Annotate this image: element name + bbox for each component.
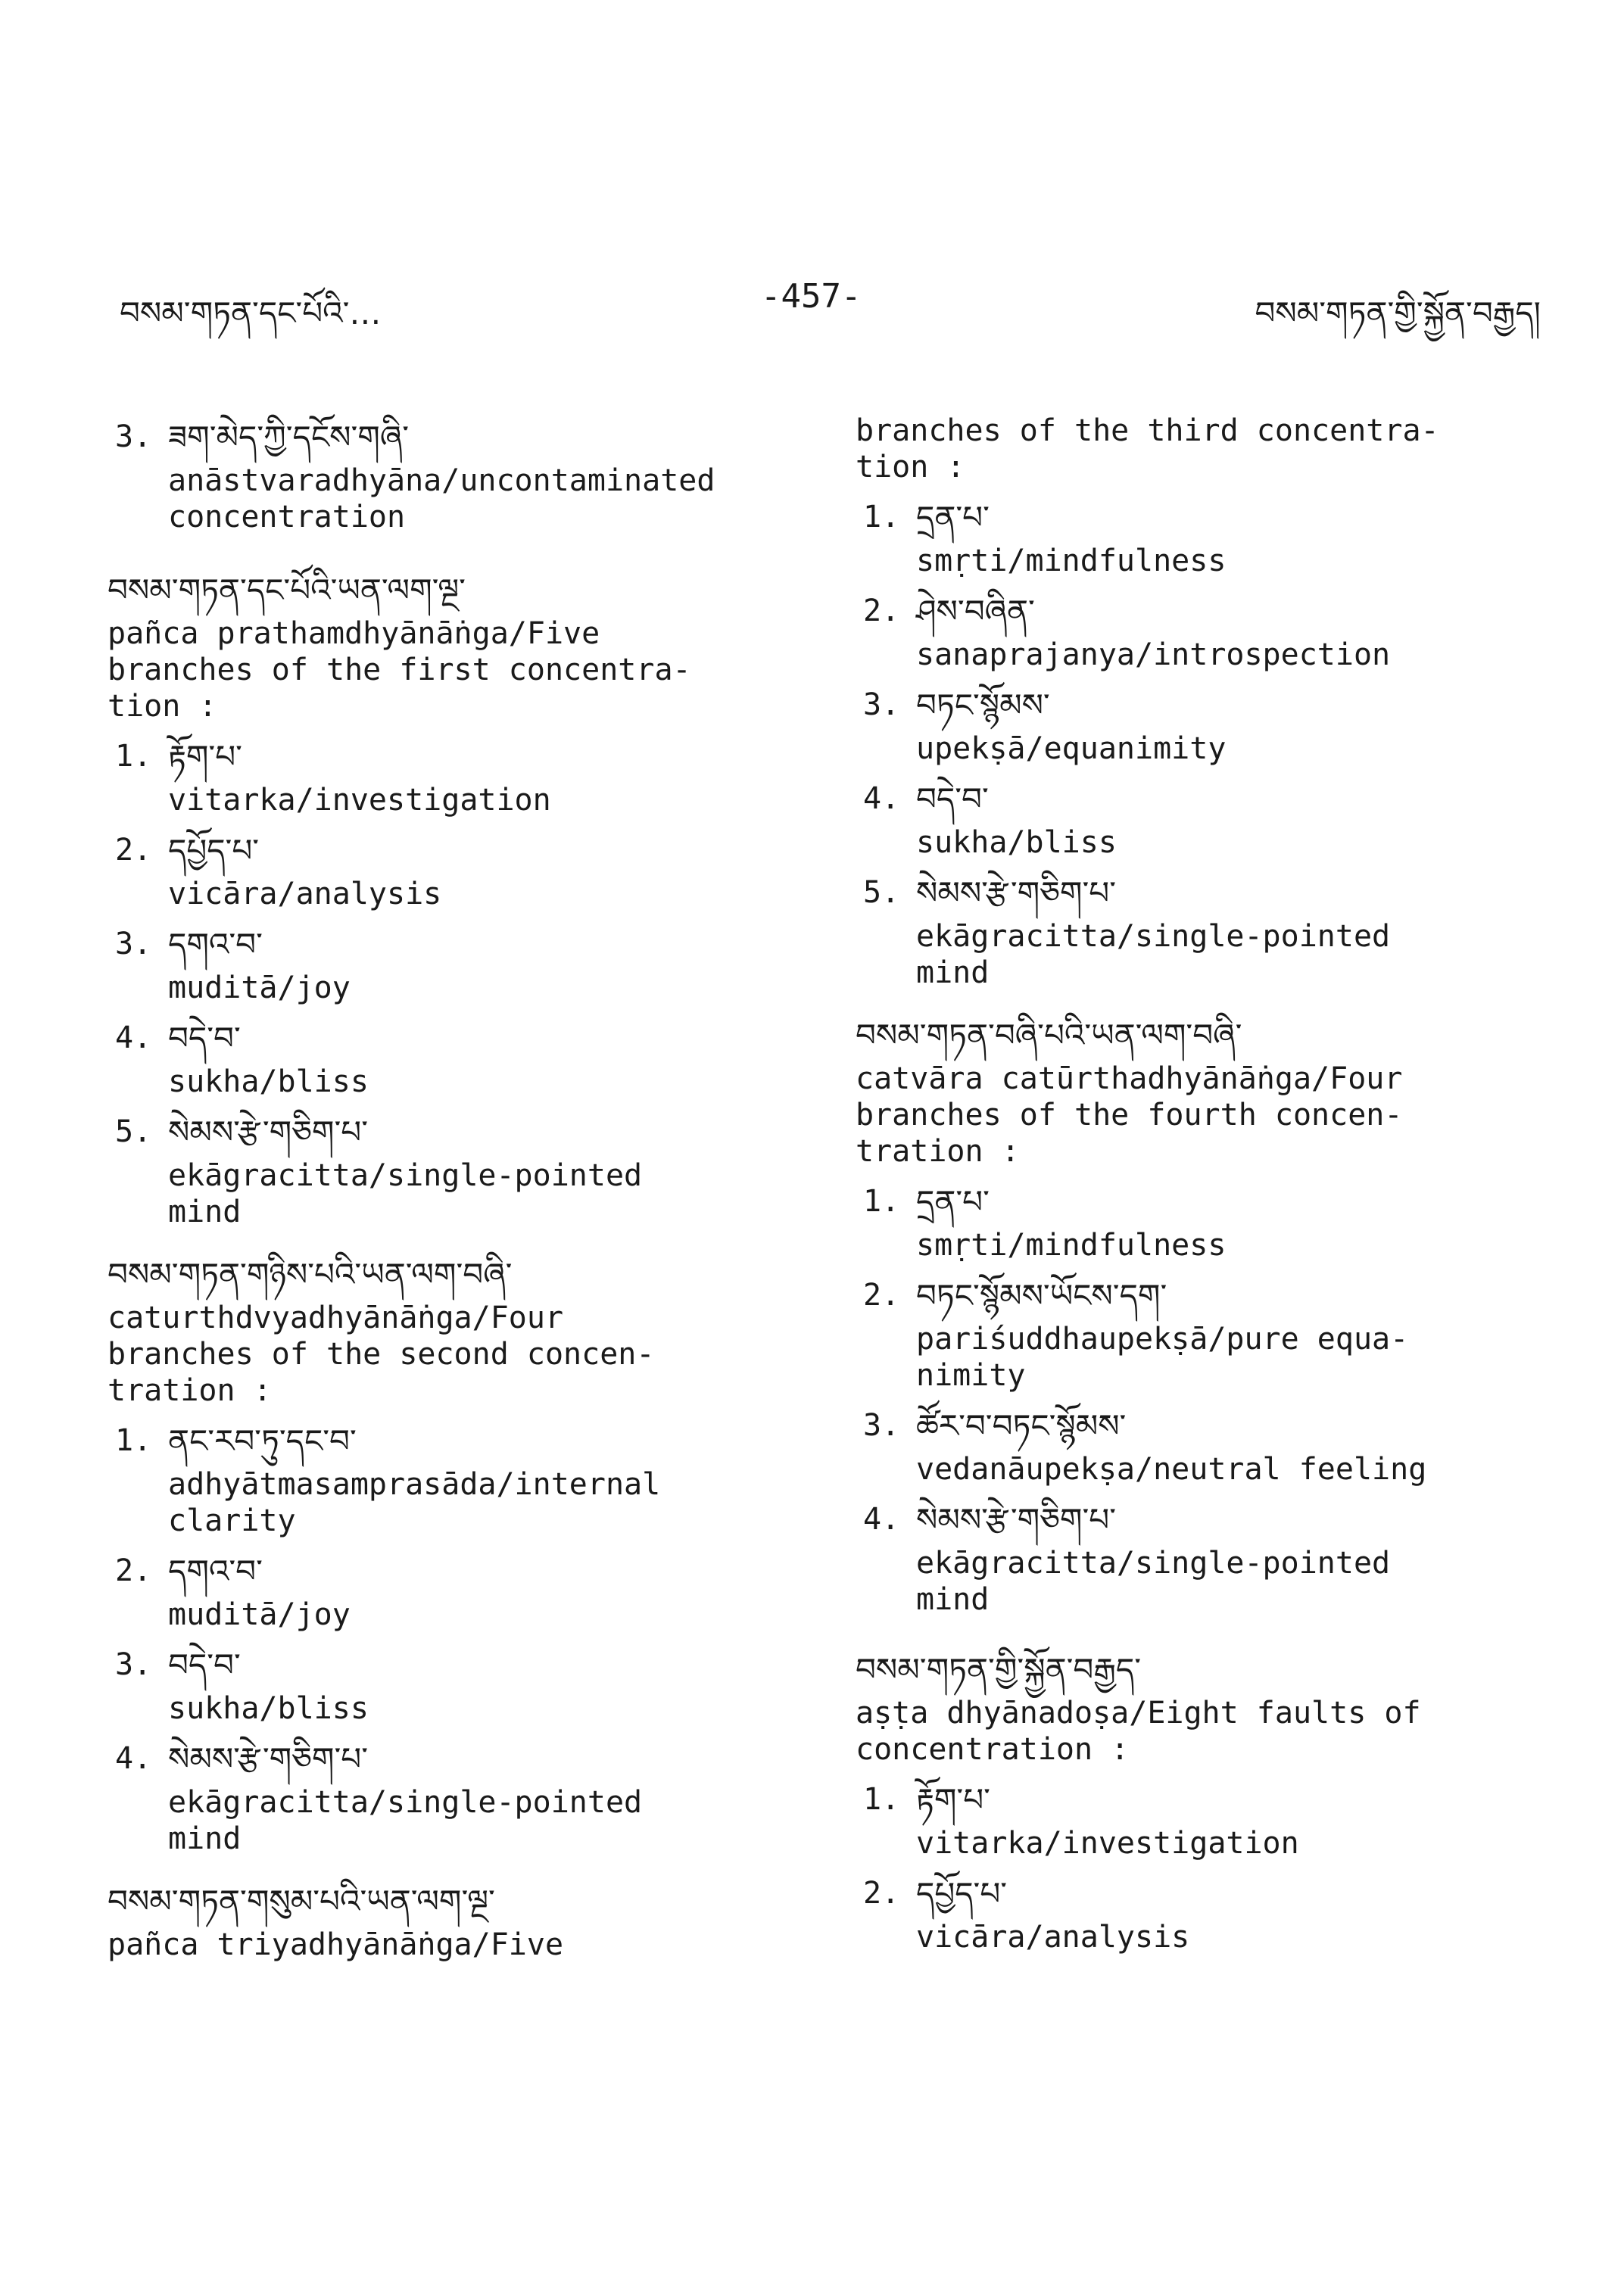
item-number: 2.: [115, 833, 152, 868]
item-transliteration: ekāgracitta/single-pointed mind: [168, 1785, 643, 1856]
item-transliteration: vicāra/analysis: [916, 1920, 1190, 1955]
item-tibetan: ཤེས་བཞིན་: [916, 593, 1035, 630]
section-heading-english: aṣṭa dhyānadoṣa/Eight faults of concentration :: [856, 1696, 1421, 1767]
section-third-concentration: [108, 1877, 789, 1963]
section-heading-english: pañca prathamdhyānāṅga/Five branches of the first concentra- tion :: [108, 616, 691, 724]
item-tibetan: བཏང་སྙོམས་ཡོངས་དག་: [916, 1277, 1167, 1314]
running-header-left: བསམ་གཏན་དང་པོའི་…: [120, 294, 382, 332]
item-transliteration: sukha/bliss: [168, 1064, 369, 1099]
item-tibetan: སེམས་རྩེ་གཅིག་པ་: [916, 874, 1117, 911]
section-heading-english: catvāra catūrthadhyānāṅga/Four branches of the fourth concen- tration :: [856, 1061, 1403, 1169]
list-item: [108, 1734, 789, 1857]
item-transliteration: anāstvaradhyāna/uncontaminated concentration: [168, 463, 715, 534]
item-transliteration: smṛti/mindfulness: [916, 1228, 1227, 1263]
item-tibetan: བདེ་བ་: [916, 780, 989, 818]
section-continuation: branches of the third concentra- tion :: [856, 413, 1439, 484]
item-number: 2.: [863, 1278, 900, 1313]
item-tibetan: སེམས་རྩེ་གཅིག་པ་: [168, 1114, 369, 1151]
item-tibetan: བཏང་སྙོམས་: [916, 687, 1050, 724]
item-number: 2.: [863, 594, 900, 628]
item-number: 4.: [863, 781, 900, 816]
list-item: [108, 920, 789, 1006]
section-heading-tibetan: བསམ་གཏན་གྱི་སྐྱོན་བརྒྱད་: [856, 1651, 1142, 1688]
item-tibetan: ཚོར་བ་བཏང་སྙོམས་: [916, 1407, 1127, 1444]
item-tibetan: རྟོག་པ་: [168, 738, 242, 775]
item-tibetan: དཔྱོད་པ་: [168, 832, 260, 869]
item-transliteration: sukha/bliss: [916, 825, 1117, 860]
item-number: 4.: [115, 1020, 152, 1055]
item-transliteration: adhyātmasamprasāda/internal clarity: [168, 1467, 661, 1538]
list-item: [856, 587, 1537, 673]
list-item: [856, 1177, 1537, 1263]
item-number: 2.: [863, 1876, 900, 1911]
section-heading-tibetan: བསམ་གཏན་གསུམ་པའི་ཡན་ལག་ལྔ་: [108, 1883, 495, 1920]
section-fourth-concentration: [856, 1011, 1537, 1618]
section-heading-english: caturthdvyadhyānāṅga/Four branches of the second concen- tration :: [108, 1301, 655, 1408]
item-tibetan: དཔྱོད་པ་: [916, 1875, 1008, 1912]
item-number: 3.: [115, 419, 152, 454]
item-number: 5.: [863, 875, 900, 910]
section-first-concentration: [108, 565, 789, 1230]
item-number: 1.: [863, 500, 900, 534]
list-item: [856, 681, 1537, 767]
item-tibetan: ཟག་མེད་ཀྱི་དངོས་གཞི་: [168, 419, 410, 456]
section-heading-tibetan: བསམ་གཏན་དང་པོའི་ཡན་ལག་ལྔ་: [108, 572, 466, 609]
item-transliteration: vedanāupekṣa/neutral feeling: [916, 1452, 1427, 1487]
item-transliteration: sanaprajanya/introspection: [916, 637, 1391, 672]
list-item: [108, 1014, 789, 1100]
item-number: 1.: [863, 1184, 900, 1219]
item-transliteration: vitarka/investigation: [916, 1826, 1299, 1861]
left-column: [108, 413, 789, 1969]
item-number: 1.: [863, 1782, 900, 1817]
item-transliteration: ekāgracitta/single-pointed mind: [168, 1158, 643, 1229]
item-tibetan: བདེ་བ་: [168, 1647, 241, 1684]
item-transliteration: ekāgracitta/single-pointed mind: [916, 1546, 1391, 1617]
item-number: 2.: [115, 1553, 152, 1588]
item-number: 1.: [115, 739, 152, 774]
item-tibetan: དགའ་བ་: [168, 926, 263, 963]
section-second-concentration: [108, 1250, 789, 1857]
section-heading-english: pañca triyadhyānāṅga/Five: [108, 1927, 564, 1962]
item-number: 5.: [115, 1114, 152, 1149]
item-tibetan: ནང་རབ་ཏུ་དང་བ་: [168, 1422, 357, 1460]
section-heading-tibetan: བསམ་གཏན་གཉིས་པའི་ཡན་ལག་བཞི་: [108, 1256, 513, 1293]
list-item: [856, 1775, 1537, 1862]
item-number: 3.: [115, 927, 152, 961]
item-tibetan: སེམས་རྩེ་གཅིག་པ་: [168, 1740, 369, 1777]
item-transliteration: muditā/joy: [168, 970, 351, 1005]
item-transliteration: pariśuddhaupekṣā/pure equa- nimity: [916, 1322, 1409, 1393]
list-item: [108, 1108, 789, 1230]
item-tibetan: དྲན་པ་: [916, 499, 990, 536]
page-number: -457-: [761, 277, 862, 316]
list-item: [856, 1495, 1537, 1618]
list-item: [856, 1271, 1537, 1394]
section-eight-faults: [856, 1645, 1537, 1955]
list-item: [108, 1416, 789, 1539]
list-item: [856, 868, 1537, 991]
running-header-right: བསམ་གཏན་གྱི་སྐྱོན་བརྒྱད།: [1255, 294, 1541, 332]
item-number: 3.: [115, 1647, 152, 1682]
right-column: [856, 413, 1537, 1961]
item-tibetan: དགའ་བ་: [168, 1553, 263, 1590]
list-item: [108, 1640, 789, 1727]
item-transliteration: upekṣā/equanimity: [916, 731, 1227, 766]
item-number: 3.: [863, 687, 900, 722]
item-tibetan: སེམས་རྩེ་གཅིག་པ་: [916, 1501, 1117, 1538]
list-item: [108, 1547, 789, 1633]
list-item: [108, 413, 789, 535]
list-item: [108, 732, 789, 818]
list-item: [856, 1401, 1537, 1488]
item-tibetan: བདེ་བ་: [168, 1020, 241, 1057]
item-transliteration: sukha/bliss: [168, 1691, 369, 1726]
item-number: 1.: [115, 1423, 152, 1458]
list-item: [856, 774, 1537, 861]
list-item: [856, 493, 1537, 579]
item-transliteration: smṛti/mindfulness: [916, 544, 1227, 578]
section-heading-tibetan: བསམ་གཏན་བཞི་པའི་ཡན་ལག་བཞི་: [856, 1017, 1242, 1054]
item-transliteration: vitarka/investigation: [168, 783, 551, 818]
item-number: 4.: [863, 1502, 900, 1537]
list-item: [108, 826, 789, 912]
item-transliteration: ekāgracitta/single-pointed mind: [916, 919, 1391, 990]
item-tibetan: དྲན་པ་: [916, 1183, 990, 1220]
list-item: [856, 1869, 1537, 1955]
item-number: 3.: [863, 1408, 900, 1443]
item-tibetan: རྟོག་པ་: [916, 1781, 990, 1818]
item-number: 4.: [115, 1741, 152, 1776]
item-transliteration: muditā/joy: [168, 1597, 351, 1632]
item-transliteration: vicāra/analysis: [168, 877, 442, 911]
